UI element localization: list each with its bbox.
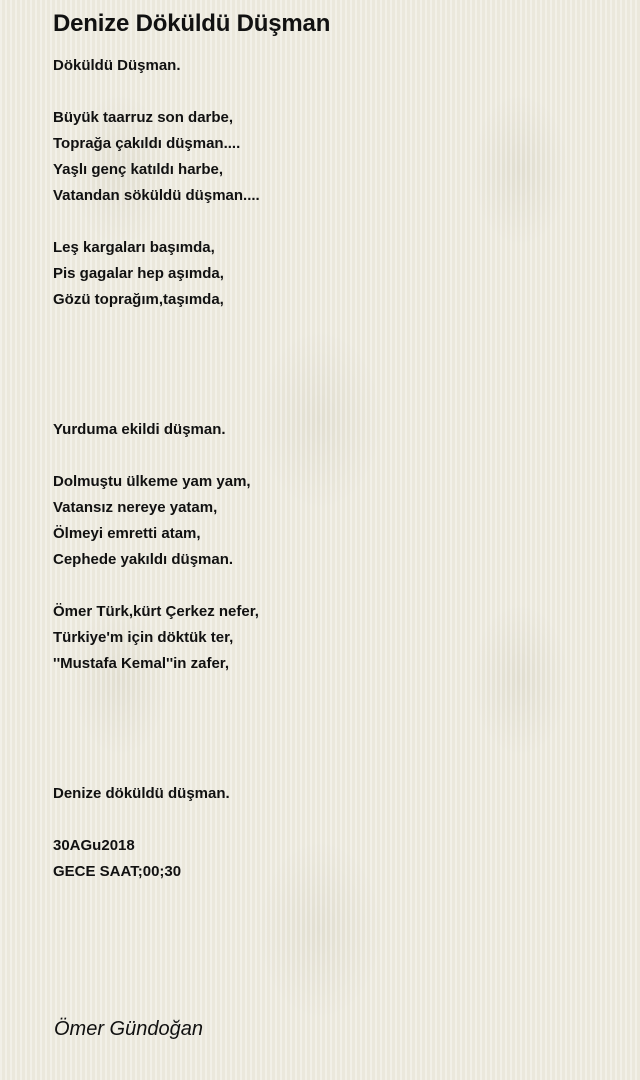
poem-line: Döküldü Düşman. [53, 57, 181, 74]
poem-line: Vatandan söküldü düşman.... [53, 187, 260, 204]
stanza-break [53, 365, 613, 391]
stanza-break [53, 729, 613, 755]
poem-line: Leş kargaları başımda, [53, 239, 215, 256]
stanza-break [53, 79, 613, 105]
stanza-break [53, 209, 613, 235]
poem-author: Ömer Gündoğan [54, 1018, 203, 1040]
stanza-break [53, 391, 613, 417]
stanza-break [53, 703, 613, 729]
stanza-break [53, 339, 613, 365]
stanza-break [53, 677, 613, 703]
stanza-break [53, 755, 613, 781]
poem-line: Dolmuştu ülkeme yam yam, [53, 473, 251, 490]
poem-line: Yaşlı genç katıldı harbe, [53, 161, 224, 178]
poem-line: Ömer Türk,kürt Çerkez nefer, [53, 603, 259, 620]
poem-line: ''Mustafa Kemal''in zafer, [53, 655, 229, 672]
poem-line: Ölmeyi emretti atam, [53, 525, 201, 542]
poem-line: Vatansız nereye yatam, [53, 499, 218, 516]
poem-line: 30AGu2018 [53, 837, 135, 854]
poem-body [53, 53, 613, 885]
poem-line: Denize döküldü düşman. [53, 785, 230, 802]
poem-line: Türkiye'm için döktük ter, [53, 629, 234, 646]
poem-line: GECE SAAT;00;30 [53, 863, 182, 880]
stanza-break [53, 313, 613, 339]
poem-line: Pis gagalar hep aşımda, [53, 265, 224, 282]
poem-line: Büyük taarruz son darbe, [53, 109, 234, 126]
stanza-break [53, 443, 613, 469]
poem-title: Denize Döküldü Düşman [53, 10, 331, 37]
poem-line: Cephede yakıldı düşman. [53, 551, 234, 568]
stanza-break [53, 573, 613, 599]
poem-line: Toprağa çakıldı düşman.... [53, 135, 241, 152]
poem-line: Gözü toprağım,taşımda, [53, 291, 224, 308]
poem-line: Yurduma ekildi düşman. [53, 421, 226, 438]
stanza-break [53, 807, 613, 833]
